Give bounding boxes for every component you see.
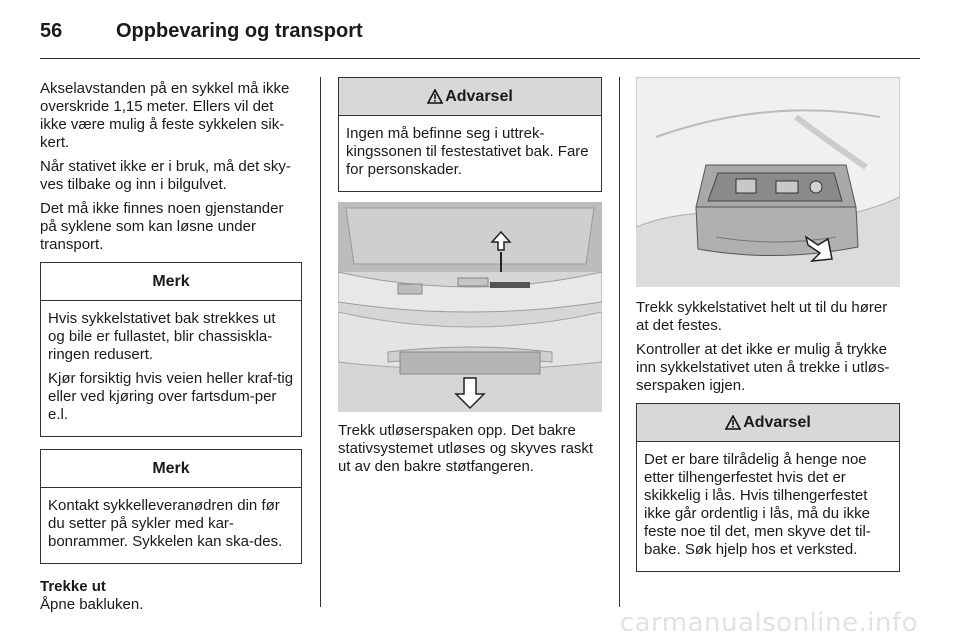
column-divider: [320, 77, 321, 607]
warning-title: Advarsel: [743, 413, 811, 431]
page-title: Oppbevaring og transport: [116, 20, 363, 42]
column-3: [636, 77, 900, 572]
warning-text: Ingen må befinne seg i uttrek-kingssonen til festestativet bak. Fare for personskader.: [346, 125, 589, 178]
warning-triangle-icon: [427, 89, 443, 104]
figure-caption: Trekk utløserspaken opp. Det bakre stativsystemet utløses og skyves raskt ut av den bakre støtfangeren.: [338, 422, 594, 475]
note-box: [40, 449, 302, 564]
warning-header: [637, 404, 899, 442]
warning-triangle-icon: [725, 415, 741, 430]
page-header: [40, 14, 920, 58]
watermark: carmanualsonline.info: [619, 608, 918, 638]
figure-bumper: [338, 202, 602, 412]
paragraph: Kontroller at det ikke er mulig å trykke inn sykkelstativet uten å trekke i utløs-serspaken igjen.: [636, 341, 890, 394]
warning-box: [338, 77, 602, 192]
warning-box: [636, 403, 900, 572]
warning-title: Advarsel: [445, 87, 513, 105]
column-1: [40, 80, 302, 620]
paragraph: Trekk sykkelstativet helt ut til du hører at det festes.: [636, 299, 888, 334]
header-rule: [40, 58, 920, 59]
paragraph: Det må ikke finnes noen gjenstander på syklene som kan løsne under transport.: [40, 200, 284, 253]
paragraph: Når stativet ikke er i bruk, må det sky-ves tilbake og inn i bilgulvet.: [40, 158, 291, 193]
paragraph: Åpne bakluken.: [40, 596, 144, 613]
paragraph: Akselavstanden på en sykkel må ikke overskride 1,15 meter. Ellers vil det ikke være mulig å feste sykkelen sik-kert.: [40, 80, 290, 151]
note-text: Hvis sykkelstativet bak strekkes ut og bile er fullastet, blir chassiskla-ringen redusert.: [48, 310, 276, 363]
note-text: Kjør forsiktig hvis veien heller kraf-tig eller ved kjøring over fartsdum-per e.l.: [48, 370, 294, 423]
figure-bike-carrier: [636, 77, 900, 287]
note-box: [40, 262, 302, 437]
page-number: 56: [40, 20, 63, 42]
column-divider: [619, 77, 620, 607]
bumper-illustration: [338, 202, 602, 412]
warning-text: Det er bare tilrådelig å henge noe etter tilhengerfestet hvis det er skikkelig i lås. Hvis tilhengerfestet ikke går ordentlig i lås, må du ikke feste noe til det, men skyve det til-bake. Søk hjelp hos et verksted.: [644, 451, 871, 558]
note-title: Merk: [41, 263, 301, 301]
bike-carrier-illustration: [636, 77, 900, 287]
subheading: Trekke ut: [40, 578, 106, 595]
note-text: Kontakt sykkelleveranødren din før du setter på sykler med kar-bonrammer. Sykkelen kan ska-des.: [48, 497, 283, 550]
column-2: [338, 77, 602, 482]
note-title: Merk: [41, 450, 301, 488]
warning-header: [339, 78, 601, 116]
